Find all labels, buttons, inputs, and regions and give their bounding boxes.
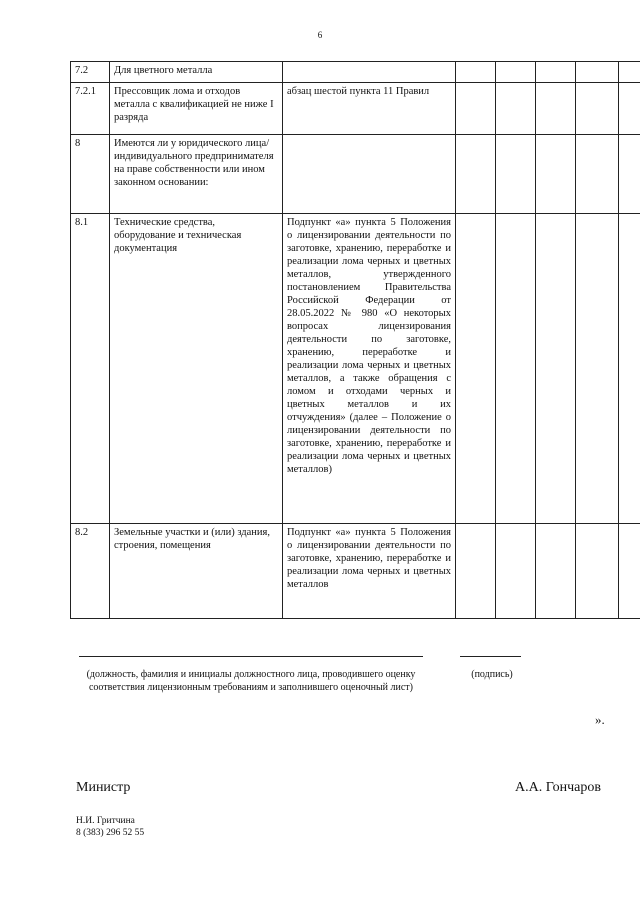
answer-cell <box>619 214 640 524</box>
position-caption: (должность, фамилия и инициалы должностного лица, проводившего оценку соответствия лицензионным требованиям и заполнившего оценочный лист) <box>86 669 416 693</box>
answer-cell <box>496 83 536 135</box>
row-number: 7.2 <box>71 62 110 83</box>
answer-cell <box>536 83 576 135</box>
executor-name: Н.И. Гритчина <box>76 816 135 826</box>
answer-cell <box>456 524 496 619</box>
executor-block <box>76 815 144 839</box>
row-number: 7.2.1 <box>71 83 110 135</box>
answer-cell <box>496 135 536 214</box>
answer-cell <box>456 135 496 214</box>
signature-caption: (подпись) <box>471 669 513 680</box>
answer-cell <box>496 524 536 619</box>
answer-cell <box>456 62 496 83</box>
answer-cell <box>619 524 640 619</box>
answer-cell <box>536 214 576 524</box>
requirement-name: Технические средства, оборудование и техническая документация <box>110 214 283 524</box>
requirement-name: Прессовщик лома и отходов металла с квалификацией не ниже I разряда <box>110 83 283 135</box>
answer-cell <box>496 214 536 524</box>
row-number: 8.2 <box>71 524 110 619</box>
legal-basis: Подпункт «а» пункта 5 Положения о лицензировании деятельности по заготовке, хранению, переработке и реализации лома черных и цветных металлов, утвержденного постановлением Правительства Российской Федерации от 28.05.2022 № 980 «О некоторых вопросах лицензирования деятельности по заготовке, хранению, переработке и реализации лома черных и цветных металлов, а также обращения с ломом и отходами черных и цветных металлов и их отчуждения» (далее – Положение о лицензировании деятельности по заготовке, хранению, переработке и реализации лома черных и цветных металлов) <box>283 214 456 524</box>
legal-basis: Подпункт «а» пункта 5 Положения о лицензировании деятельности по заготовке, хранению, переработке и реализации лома черных и цветных металлов <box>283 524 456 619</box>
signature-line <box>460 656 521 657</box>
answer-cell <box>536 135 576 214</box>
table-row <box>71 62 640 83</box>
page-number: 6 <box>317 30 323 40</box>
answer-cell <box>496 62 536 83</box>
legal-basis: абзац шестой пункта 11 Правил <box>283 83 456 135</box>
position-signature-line <box>79 656 423 657</box>
legal-basis <box>283 135 456 214</box>
requirements-table <box>70 61 640 619</box>
table-row <box>71 83 640 135</box>
answer-cell <box>576 524 619 619</box>
requirement-name: Для цветного металла <box>110 62 283 83</box>
minister-name: А.А. Гончаров <box>515 780 601 795</box>
answer-cell <box>456 83 496 135</box>
row-number: 8.1 <box>71 214 110 524</box>
answer-cell <box>619 83 640 135</box>
legal-basis <box>283 62 456 83</box>
answer-cell <box>576 135 619 214</box>
row-number: 8 <box>71 135 110 214</box>
answer-cell <box>536 62 576 83</box>
closing-quote: ». <box>595 712 605 727</box>
requirement-name: Земельные участки и (или) здания, строения, помещения <box>110 524 283 619</box>
table-row <box>71 214 640 524</box>
table-row <box>71 524 640 619</box>
answer-cell <box>536 524 576 619</box>
answer-cell <box>456 214 496 524</box>
answer-cell <box>576 214 619 524</box>
requirement-name: Имеются ли у юридического лица/индивидуального предпринимателя на праве собственности или ином законном основании: <box>110 135 283 214</box>
answer-cell <box>576 83 619 135</box>
minister-title: Министр <box>76 780 131 795</box>
executor-phone: 8 (383) 296 52 55 <box>76 828 145 838</box>
table-row <box>71 135 640 214</box>
answer-cell <box>576 62 619 83</box>
answer-cell <box>619 135 640 214</box>
answer-cell <box>619 62 640 83</box>
